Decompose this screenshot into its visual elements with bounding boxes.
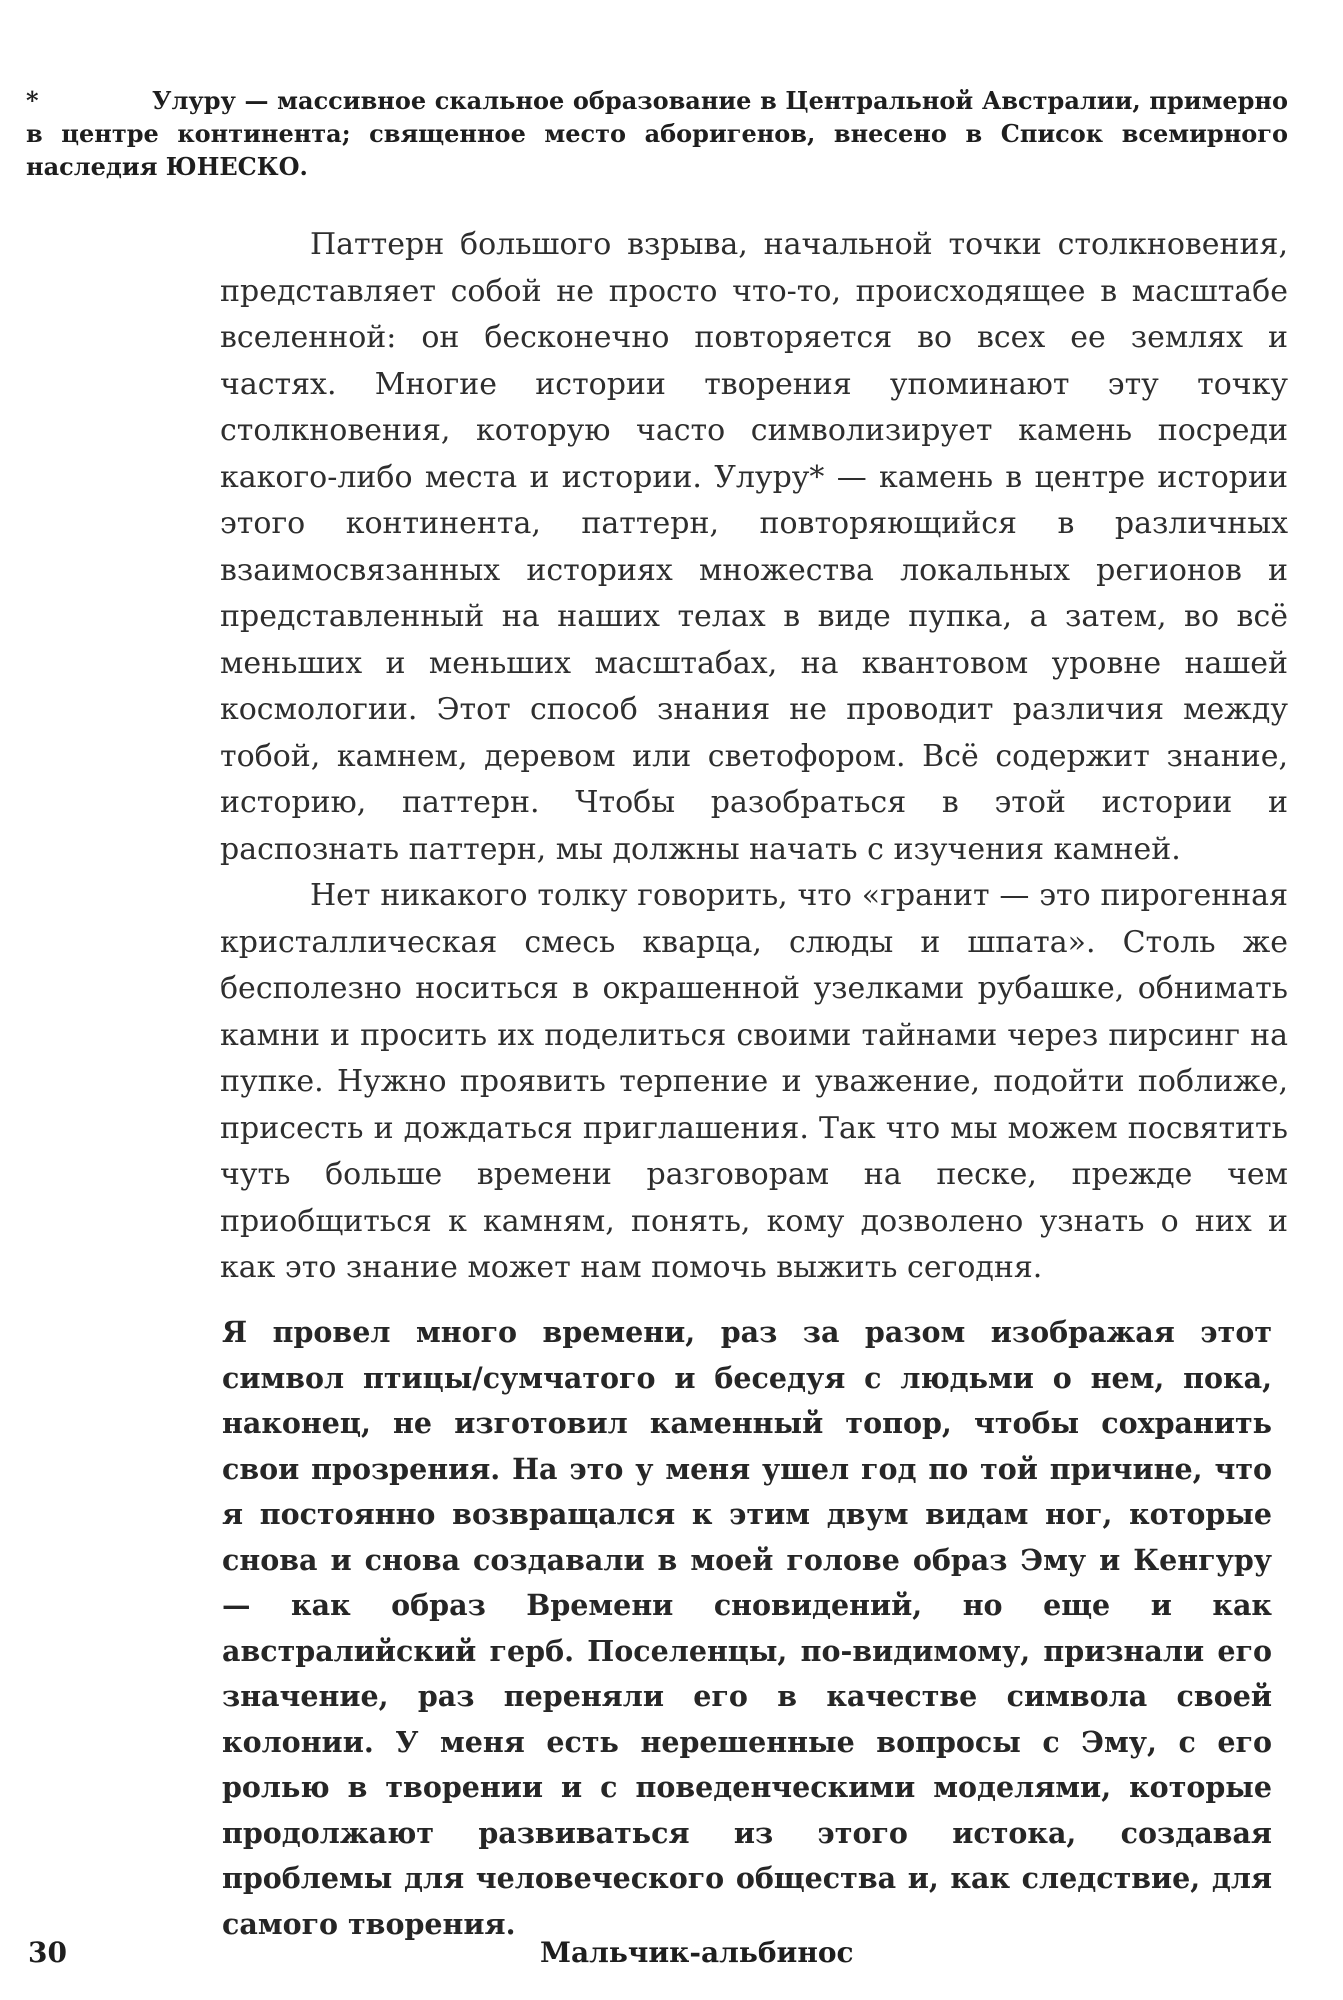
quote-block xyxy=(222,1310,1272,1947)
quote-text: Я провел много времени, раз за разом изображая этот символ птицы/сумчатого и беседуя с людьми о нем, пока, наконец, не изготовил каменный топор, чтобы сохранить свои прозрения. На это у меня ушел год по той причине, что я постоянно возвращался к этим двум видам ног, которые снова и снова создавали в моей голове образ Эму и Кенгуру — как образ Времени сновидений, но еще и как австралийский герб. Поселенцы, по-видимому, признали его значение, раз переняли его в качестве символа своей колонии. У меня есть нерешенные вопросы с Эму, с его ролью в творении и с поведенческими моделями, которые продолжают развиваться из этого истока, создавая проблемы для человеческого общества и, как следствие, для самого творения. xyxy=(222,1315,1272,1941)
page-number: 30 xyxy=(28,1936,67,1969)
main-text xyxy=(220,222,1288,1292)
footnote xyxy=(26,84,1288,183)
running-title: Мальчик-альбинос xyxy=(540,1936,854,1969)
footnote-marker: * xyxy=(26,86,39,115)
page-footer xyxy=(0,1936,1343,1976)
paragraph: Паттерн большого взрыва, начальной точки столкновения, представляет собой не просто что-то, происходящее в масштабе вселенной: он бесконечно повторяется во всех ее землях и частях. Многие истории творения упоминают эту точку столкновения, которую часто символизирует камень посреди какого-либо места и истории. Улуру* — камень в центре истории этого континента, паттерн, повторяющийся в различных взаимосвязанных историях множества локальных регионов и представленный на наших телах в виде пупка, а затем, во всё меньших и меньших масштабах, на квантовом уровне нашей космологии. Этот способ знания не проводит различия между тобой, камнем, деревом или светофором. Всё содержит знание, историю, паттерн. Чтобы разобраться в этой истории и распознать паттерн, мы должны начать с изучения камней. xyxy=(220,227,1288,867)
paragraph: Нет никакого толку говорить, что «гранит — это пирогенная кристаллическая смесь кварца, слюды и шпата». Столь же бесполезно носиться в окрашенной узелками рубашке, обнимать камни и просить их поделиться своими тайнами через пирсинг на пупке. Нужно проявить терпение и уважение, подойти поближе, присесть и дождаться приглашения. Так что мы можем посвятить чуть больше времени разговорам на песке, прежде чем приобщиться к камням, понять, кому дозволено узнать о них и как это знание может нам помочь выжить сегодня. xyxy=(220,878,1288,1285)
footnote-text: Улуру — массивное скальное образование в Центральной Австралии, примерно в центре континента; священное место аборигенов, внесено в Список всемирного наследия ЮНЕСКО. xyxy=(26,86,1288,181)
